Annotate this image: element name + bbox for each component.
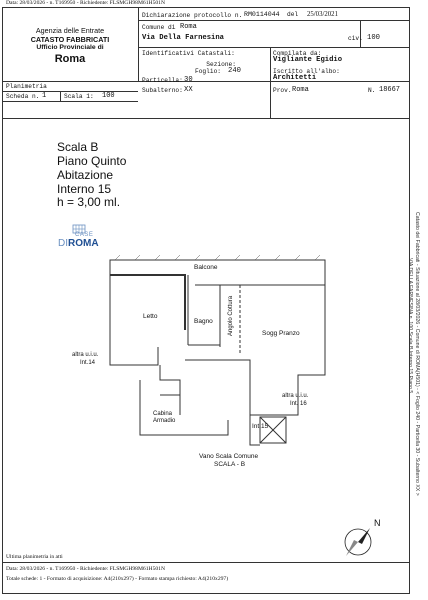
- agency-name: Agenzia delle Entrate: [35, 26, 105, 35]
- header-rule-1: [138, 20, 410, 21]
- wall-vano-scala: [250, 415, 260, 445]
- foglio-label: Foglio:: [195, 68, 221, 75]
- scheda-vrule: [60, 91, 61, 101]
- floor-plan: [60, 255, 340, 455]
- side-text-line2: VIA DELLA FARNESINA n. 100 Scala B Interno 15 Piano 5: [407, 258, 413, 394]
- wall-soggiorno-bottom: [185, 360, 250, 415]
- plan-outer-bottom-left: [140, 380, 228, 435]
- dichiarazione-value: RM0114044: [244, 11, 280, 18]
- watermark-roma: ROMA: [68, 238, 99, 249]
- agency-catasto: CATASTO FABBRICATI: [30, 35, 110, 44]
- watermark-case: CASE: [75, 232, 94, 238]
- int15-label: Int.15: [252, 423, 269, 430]
- header-rule-4: [2, 118, 410, 119]
- agency-ufficio: Ufficio Provinciale di: [36, 44, 104, 51]
- comune-value: Roma: [180, 23, 197, 31]
- north-arrow-icon: [340, 520, 380, 560]
- iscritto-label: Iscritto all'albo:: [273, 68, 340, 75]
- planimetria-label: Planimetria: [6, 83, 47, 90]
- footer-ultima: Ultima planimetria in atti: [6, 554, 63, 560]
- altra-left-2: Int.14: [80, 360, 96, 366]
- vano-scala-1: Vano Scala Comune: [199, 453, 259, 460]
- plan-interno: Interno 15: [57, 182, 112, 196]
- del-label: del: [287, 11, 299, 18]
- planimetria-bottom-rule: [2, 101, 138, 102]
- header-vrule-mid: [270, 47, 271, 118]
- sezione-label: Sezione:: [206, 61, 236, 68]
- planimetria-rule: [2, 91, 138, 92]
- watermark-logo: [58, 222, 108, 248]
- identificativi-label: Identificativi Catastali:: [142, 50, 235, 57]
- n-label: N.: [368, 87, 376, 94]
- compilata-value: Vigliante Egidio: [273, 56, 343, 64]
- cabina-label-1: Cabina: [153, 411, 173, 417]
- top-request-line: Data: 28/03/2026 - n. T169950 - Richiedente: FLSMGH98M61H501N: [6, 0, 165, 6]
- prov-value: Roma: [292, 86, 309, 94]
- side-text-line1: Catasto dei Fabbricati - Situazione al 28/03/2026 - Comune di ROMA(H501) - < Foglio 240 - Particella 30 - Subalterno XX >: [414, 212, 420, 496]
- scheda-label: Scheda n.: [6, 93, 40, 100]
- compilata-label: Compilata da:: [273, 50, 322, 57]
- room-balcone: Balcone: [194, 264, 218, 271]
- north-label: N: [374, 518, 381, 528]
- header-rule-3: [2, 81, 410, 82]
- iscritto-value: Architetti: [273, 74, 317, 82]
- agency-block: [2, 7, 139, 81]
- subalterno-value: XX: [184, 86, 193, 94]
- plan-piano: Piano Quinto: [57, 154, 127, 168]
- scala-value: 100: [102, 92, 115, 100]
- civ-label: civ.: [348, 35, 363, 42]
- scheda-value: 1: [42, 92, 47, 100]
- wall-corridor-left: [160, 365, 180, 415]
- footer-totale: Totale schede: 1 - Formato di acquisizione: A4(210x297) - Formato stampa richiesto: A4(210x297): [6, 576, 229, 582]
- altra-left-1: altra u.i.u.: [72, 352, 99, 358]
- comune-label: Comune di: [142, 24, 176, 31]
- room-letto: Letto: [143, 313, 158, 320]
- altra-right-1: altra u.i.u.: [282, 393, 309, 399]
- altra-right-2: Int. 16: [290, 401, 307, 407]
- plan-abitazione: Abitazione: [57, 168, 114, 182]
- del-value: 25/03/2021: [307, 11, 338, 18]
- via-value: Via Della Farnesina: [142, 34, 224, 42]
- particella-value: 30: [184, 76, 193, 84]
- agency-province: Roma: [54, 53, 86, 65]
- footer-data: Data: 28/03/2026 - n. T169950 - Richiedente: FLSMGH98M61H501N: [6, 566, 165, 572]
- n-value: 18667: [379, 86, 401, 94]
- dichiarazione-label: Dichiarazione protocollo n.: [142, 12, 243, 19]
- plan-scala: Scala B: [57, 140, 99, 154]
- room-bagno: Bagno: [194, 318, 213, 325]
- civ-value: 100: [367, 34, 380, 42]
- scala-label: Scala 1:: [64, 93, 94, 100]
- plan-altezza: h = 3,00 ml.: [57, 195, 121, 209]
- footer-rule: [2, 562, 410, 563]
- watermark-di: DI: [58, 238, 68, 249]
- room-angolo-cottura: Angolo Cottura: [228, 295, 234, 336]
- room-soggiorno: Sogg Pranzo: [262, 330, 300, 337]
- foglio-value: 240: [228, 67, 241, 75]
- vano-scala-2: SCALA - B: [214, 461, 246, 468]
- prov-label: Prov.: [273, 87, 292, 94]
- subalterno-label: Subalterno:: [142, 87, 183, 94]
- particella-label: Particella:: [142, 77, 183, 84]
- header-rule-2: [138, 47, 410, 48]
- cabina-label-2: Armadio: [153, 418, 176, 424]
